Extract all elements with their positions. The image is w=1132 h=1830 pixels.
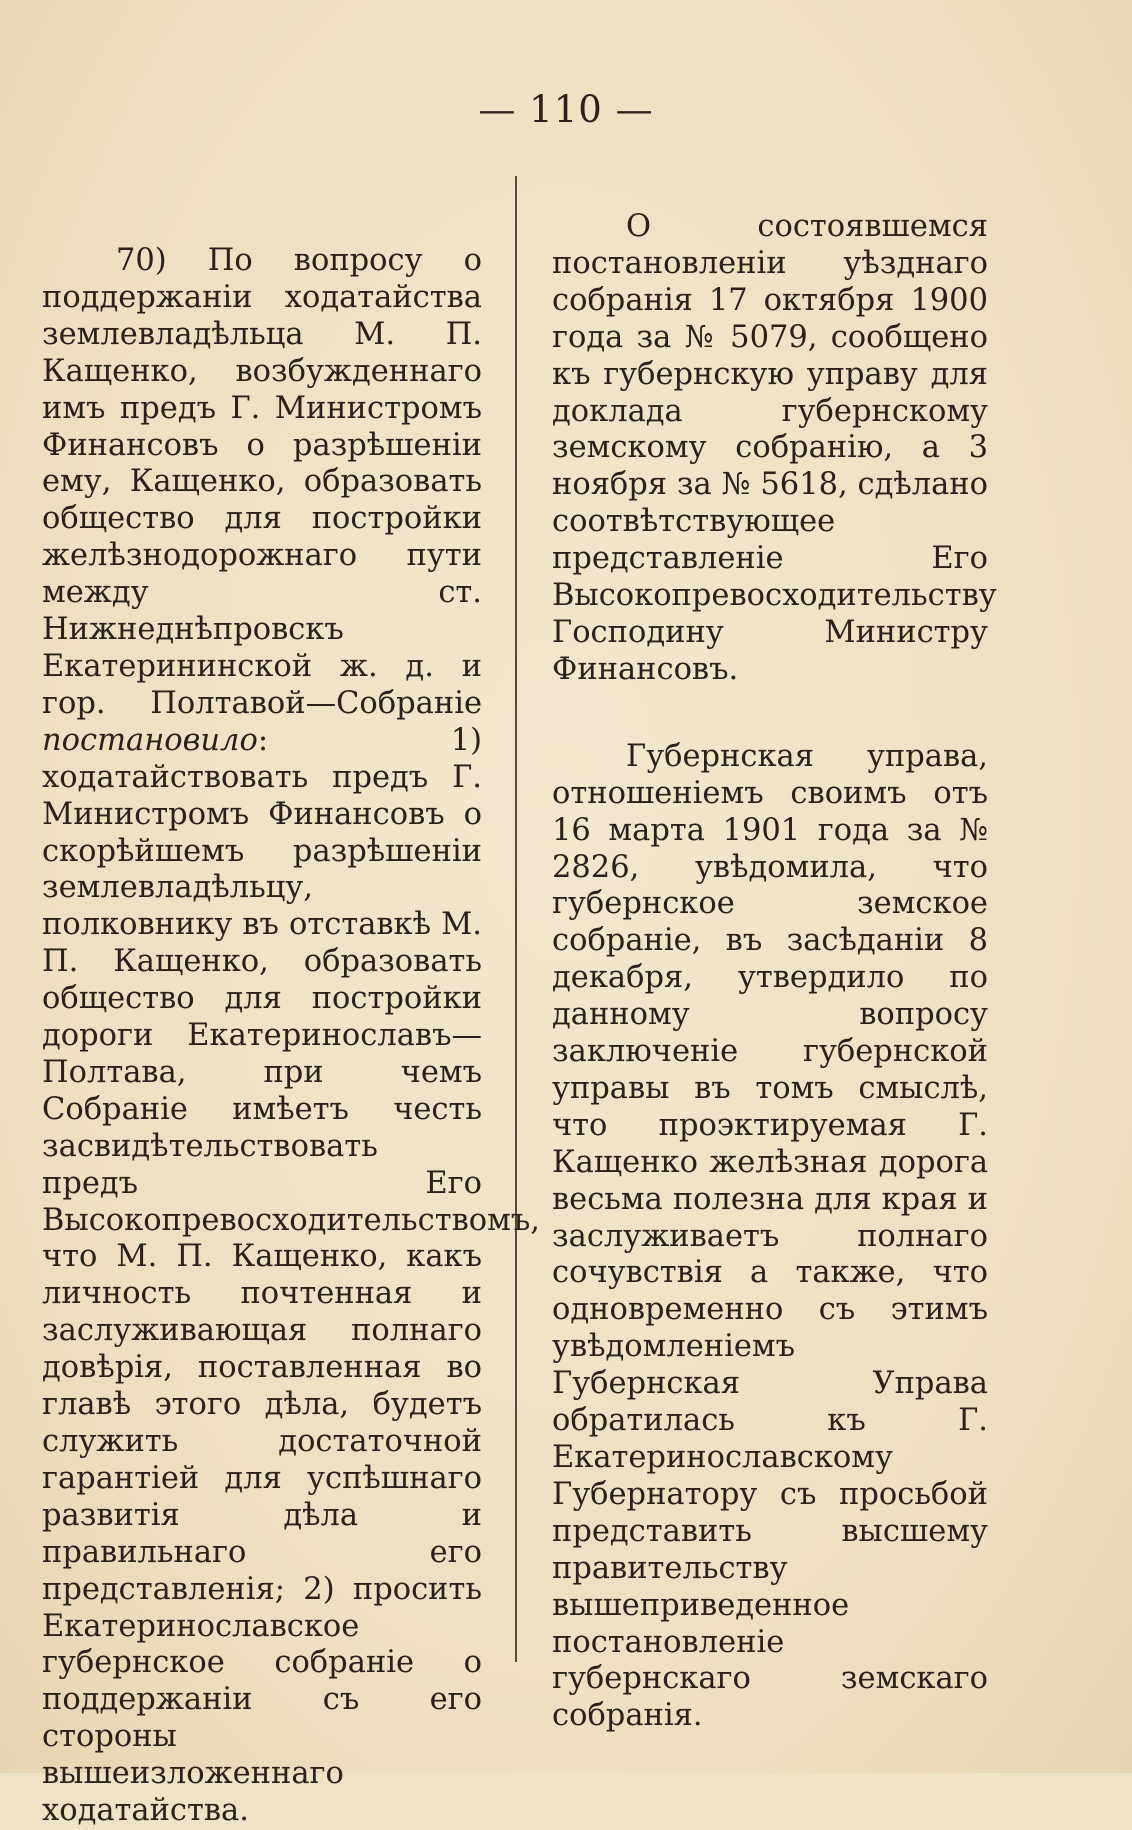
left-column xyxy=(42,243,540,1830)
left-paragraph-text-start: 70) По вопросу о поддержаніи ходатайства землевладѣльца М. П. Кащенко, возбужденнаго имъ предъ Г. Министромъ Финансовъ о разрѣшеніи ему, Кащенко, образовать общество для постройки желѣзнодорожнаго пути между ст. Нижнеднѣпровскъ Екатерининской ж. д. и гор. Полтавой—Собраніе xyxy=(42,243,482,721)
right-paragraph-1: О состоявшемся постановленіи уѣзднаго собранія 17 октября 1900 года за № 5079, сообщено къ губернскую управу для доклада губернскому земскому собранію, а 3 ноября за № 5618, сдѣлано соотвѣтствующее представленіе Его Высокопревосходительству Господину Министру Финансовъ. xyxy=(552,209,997,687)
right-column xyxy=(552,209,997,1735)
left-paragraph xyxy=(42,243,540,1830)
page-number: — 110 — xyxy=(478,88,654,131)
column-divider xyxy=(515,176,517,1662)
left-paragraph-text-end: : 1) ходатайствовать предъ Г. Министромъ Финансовъ о скорѣйшемъ разрѣшеніи землевладѣльцу, полковнику въ отставкѣ М. П. Кащенко, образовать общество для постройки дороги Екатеринославъ—Полтава, при чемъ Собраніе имѣетъ честь засвидѣтельствовать предъ Его Высокопревосходительствомъ, что М. П. Кащенко, какъ личность почтенная и заслуживающая полнаго довѣрія, поставленная во главѣ этого дѣла, будетъ служить достаточной гарантіей для успѣшнаго развитія дѣла и правильнаго его представленія; 2) просить Екатеринославское губернское собраніе о поддержаніи съ его стороны вышеизложеннаго ходатайства. xyxy=(42,722,540,1829)
right-paragraph-2: Губернская управа, отношеніемъ своимъ отъ 16 марта 1901 года за № 2826, увѣдомила, что губернское земское собраніе, въ засѣданіи 8 декабря, утвердило по данному вопросу заключеніе губернской управы въ томъ смыслѣ, что проэктируемая Г. Кащенко желѣзная дорога весьма полезна для края и заслуживаетъ полнаго сочувствія а также, что одновременно съ этимъ увѣдомленіемъ Губернская Управа обратилась къ Г. Екатеринославскому Губернатору съ просьбой представить высшему правительству вышеприведенное постановленіе губернскаго земскаго собранія. xyxy=(552,738,988,1734)
left-paragraph-emphasis: постановило xyxy=(42,722,258,758)
